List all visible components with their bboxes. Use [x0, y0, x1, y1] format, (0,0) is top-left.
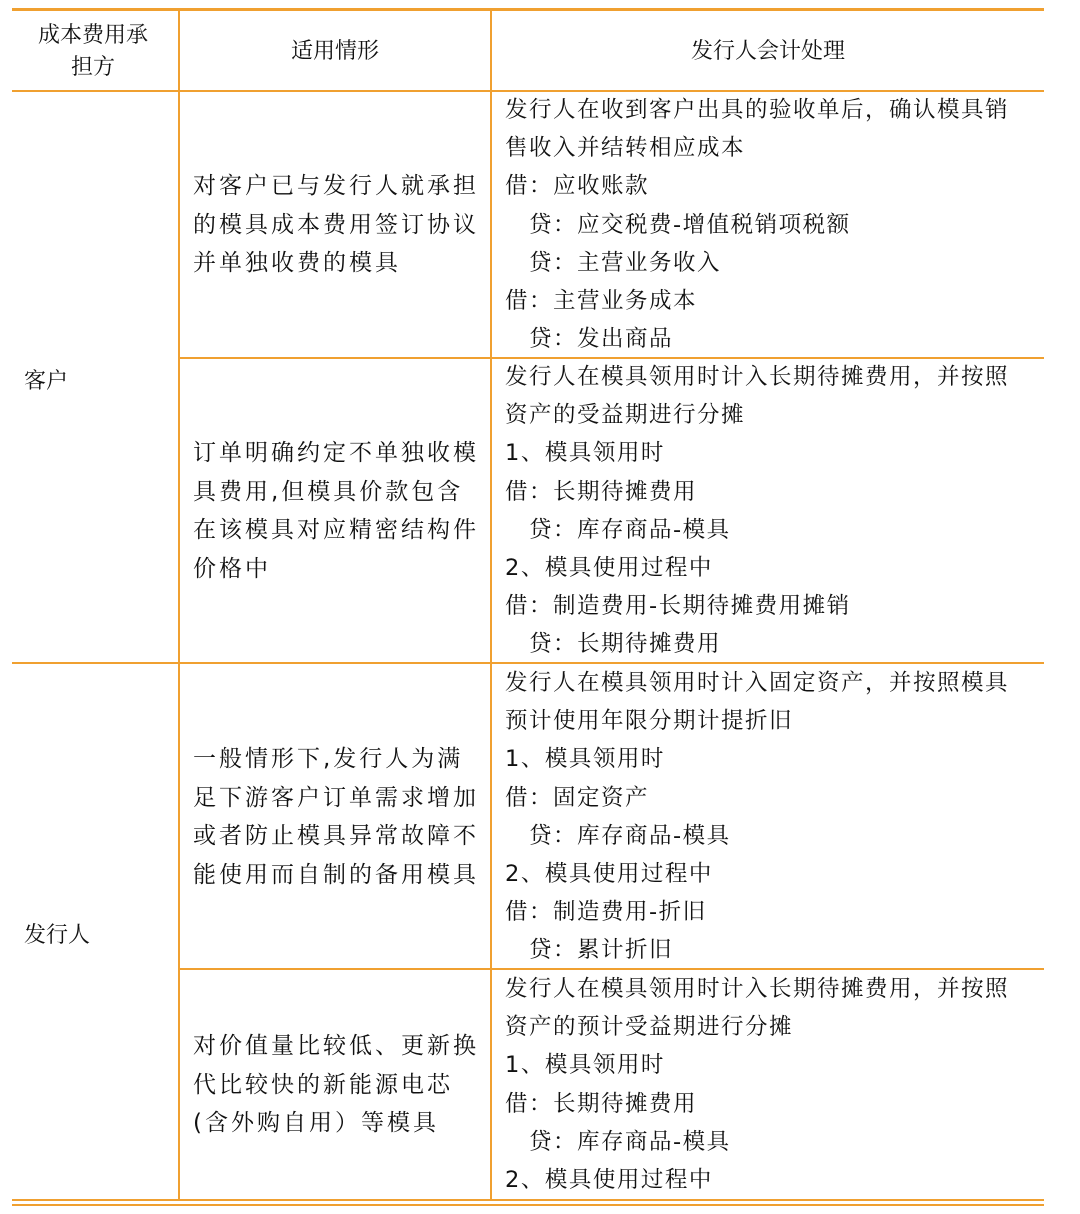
entry-line: 1、模具领用时 — [505, 440, 665, 467]
entry-line: 发行人在收到客户出具的验收单后，确认模具销 — [505, 97, 1010, 123]
entry-line: 贷：应交税费-增值税销项税额 — [529, 211, 851, 238]
entry-line: 预计使用年限分期计提折旧 — [505, 708, 794, 735]
top-rule — [12, 8, 1044, 11]
header-cost-bearer-text: 成本费用承担方 — [37, 23, 148, 80]
col-divider-1 — [178, 11, 180, 1201]
party-issuer: 发行人 — [24, 923, 91, 948]
case-row-4: 对价值量比较低、更新换代比较快的新能源电芯(含外购自用）等模具 — [193, 1033, 479, 1136]
accounting-row-3 — [505, 664, 1040, 970]
entry-line: 借：长期待摊费用 — [505, 1090, 698, 1117]
entry-line: 贷：主营业务收入 — [529, 249, 722, 276]
case-row-2: 订单明确约定不单独收模具费用,但模具价款包含在该模具对应精密结构件价格中 — [193, 440, 479, 582]
entry-line: 借：制造费用-折旧 — [505, 899, 707, 926]
header-cost-bearer — [28, 20, 158, 84]
entry-line: 借：长期待摊费用 — [505, 478, 698, 505]
entry-line: 发行人在模具领用时计入长期待摊费用，并按照 — [505, 976, 1010, 1002]
entry-line: 贷：长期待摊费用 — [529, 631, 722, 658]
entry-line: 发行人在模具领用时计入长期待摊费用，并按照 — [505, 364, 1010, 390]
accounting-row-2 — [505, 358, 1040, 664]
entry-line: 借：固定资产 — [505, 784, 650, 811]
entry-line: 发行人在模具领用时计入固定资产，并按照模具 — [505, 670, 1010, 696]
entry-line: 1、模具领用时 — [505, 1052, 665, 1079]
header-accounting: 发行人会计处理 — [690, 39, 845, 64]
entry-line: 贷：库存商品-模具 — [529, 516, 731, 543]
case-row-3: 一般情形下,发行人为满足下游客户订单需求增加或者防止模具异常故障不能使用而自制的备用模具 — [193, 746, 479, 888]
entry-line: 借：主营业务成本 — [505, 288, 698, 315]
party-customer: 客户 — [24, 369, 69, 394]
entry-line: 贷：累计折旧 — [529, 937, 674, 964]
col-divider-2 — [490, 11, 492, 1201]
bottom-rule-2 — [12, 1204, 1044, 1206]
entry-line: 1、模具领用时 — [505, 746, 665, 773]
entry-line: 资产的受益期进行分摊 — [505, 402, 746, 429]
case-row-1: 对客户已与发行人就承担的模具成本费用签订协议并单独收费的模具 — [193, 173, 479, 276]
entry-line: 2、模具使用过程中 — [505, 1167, 713, 1194]
entry-line: 贷：发出商品 — [529, 326, 674, 353]
entry-line: 贷：库存商品-模具 — [529, 1128, 731, 1155]
accounting-row-4 — [505, 970, 1040, 1199]
header-applicable-case: 适用情形 — [290, 39, 379, 64]
entry-line: 资产的预计受益期进行分摊 — [505, 1014, 794, 1041]
entry-line: 售收入并结转相应成本 — [505, 135, 746, 162]
bottom-rule — [12, 1199, 1044, 1201]
entry-line: 2、模具使用过程中 — [505, 555, 713, 582]
entry-line: 贷：库存商品-模具 — [529, 822, 731, 849]
entry-line: 借：应收账款 — [505, 173, 650, 200]
accounting-row-1 — [505, 91, 1040, 358]
entry-line: 2、模具使用过程中 — [505, 861, 713, 888]
entry-line: 借：制造费用-长期待摊费用摊销 — [505, 593, 851, 620]
